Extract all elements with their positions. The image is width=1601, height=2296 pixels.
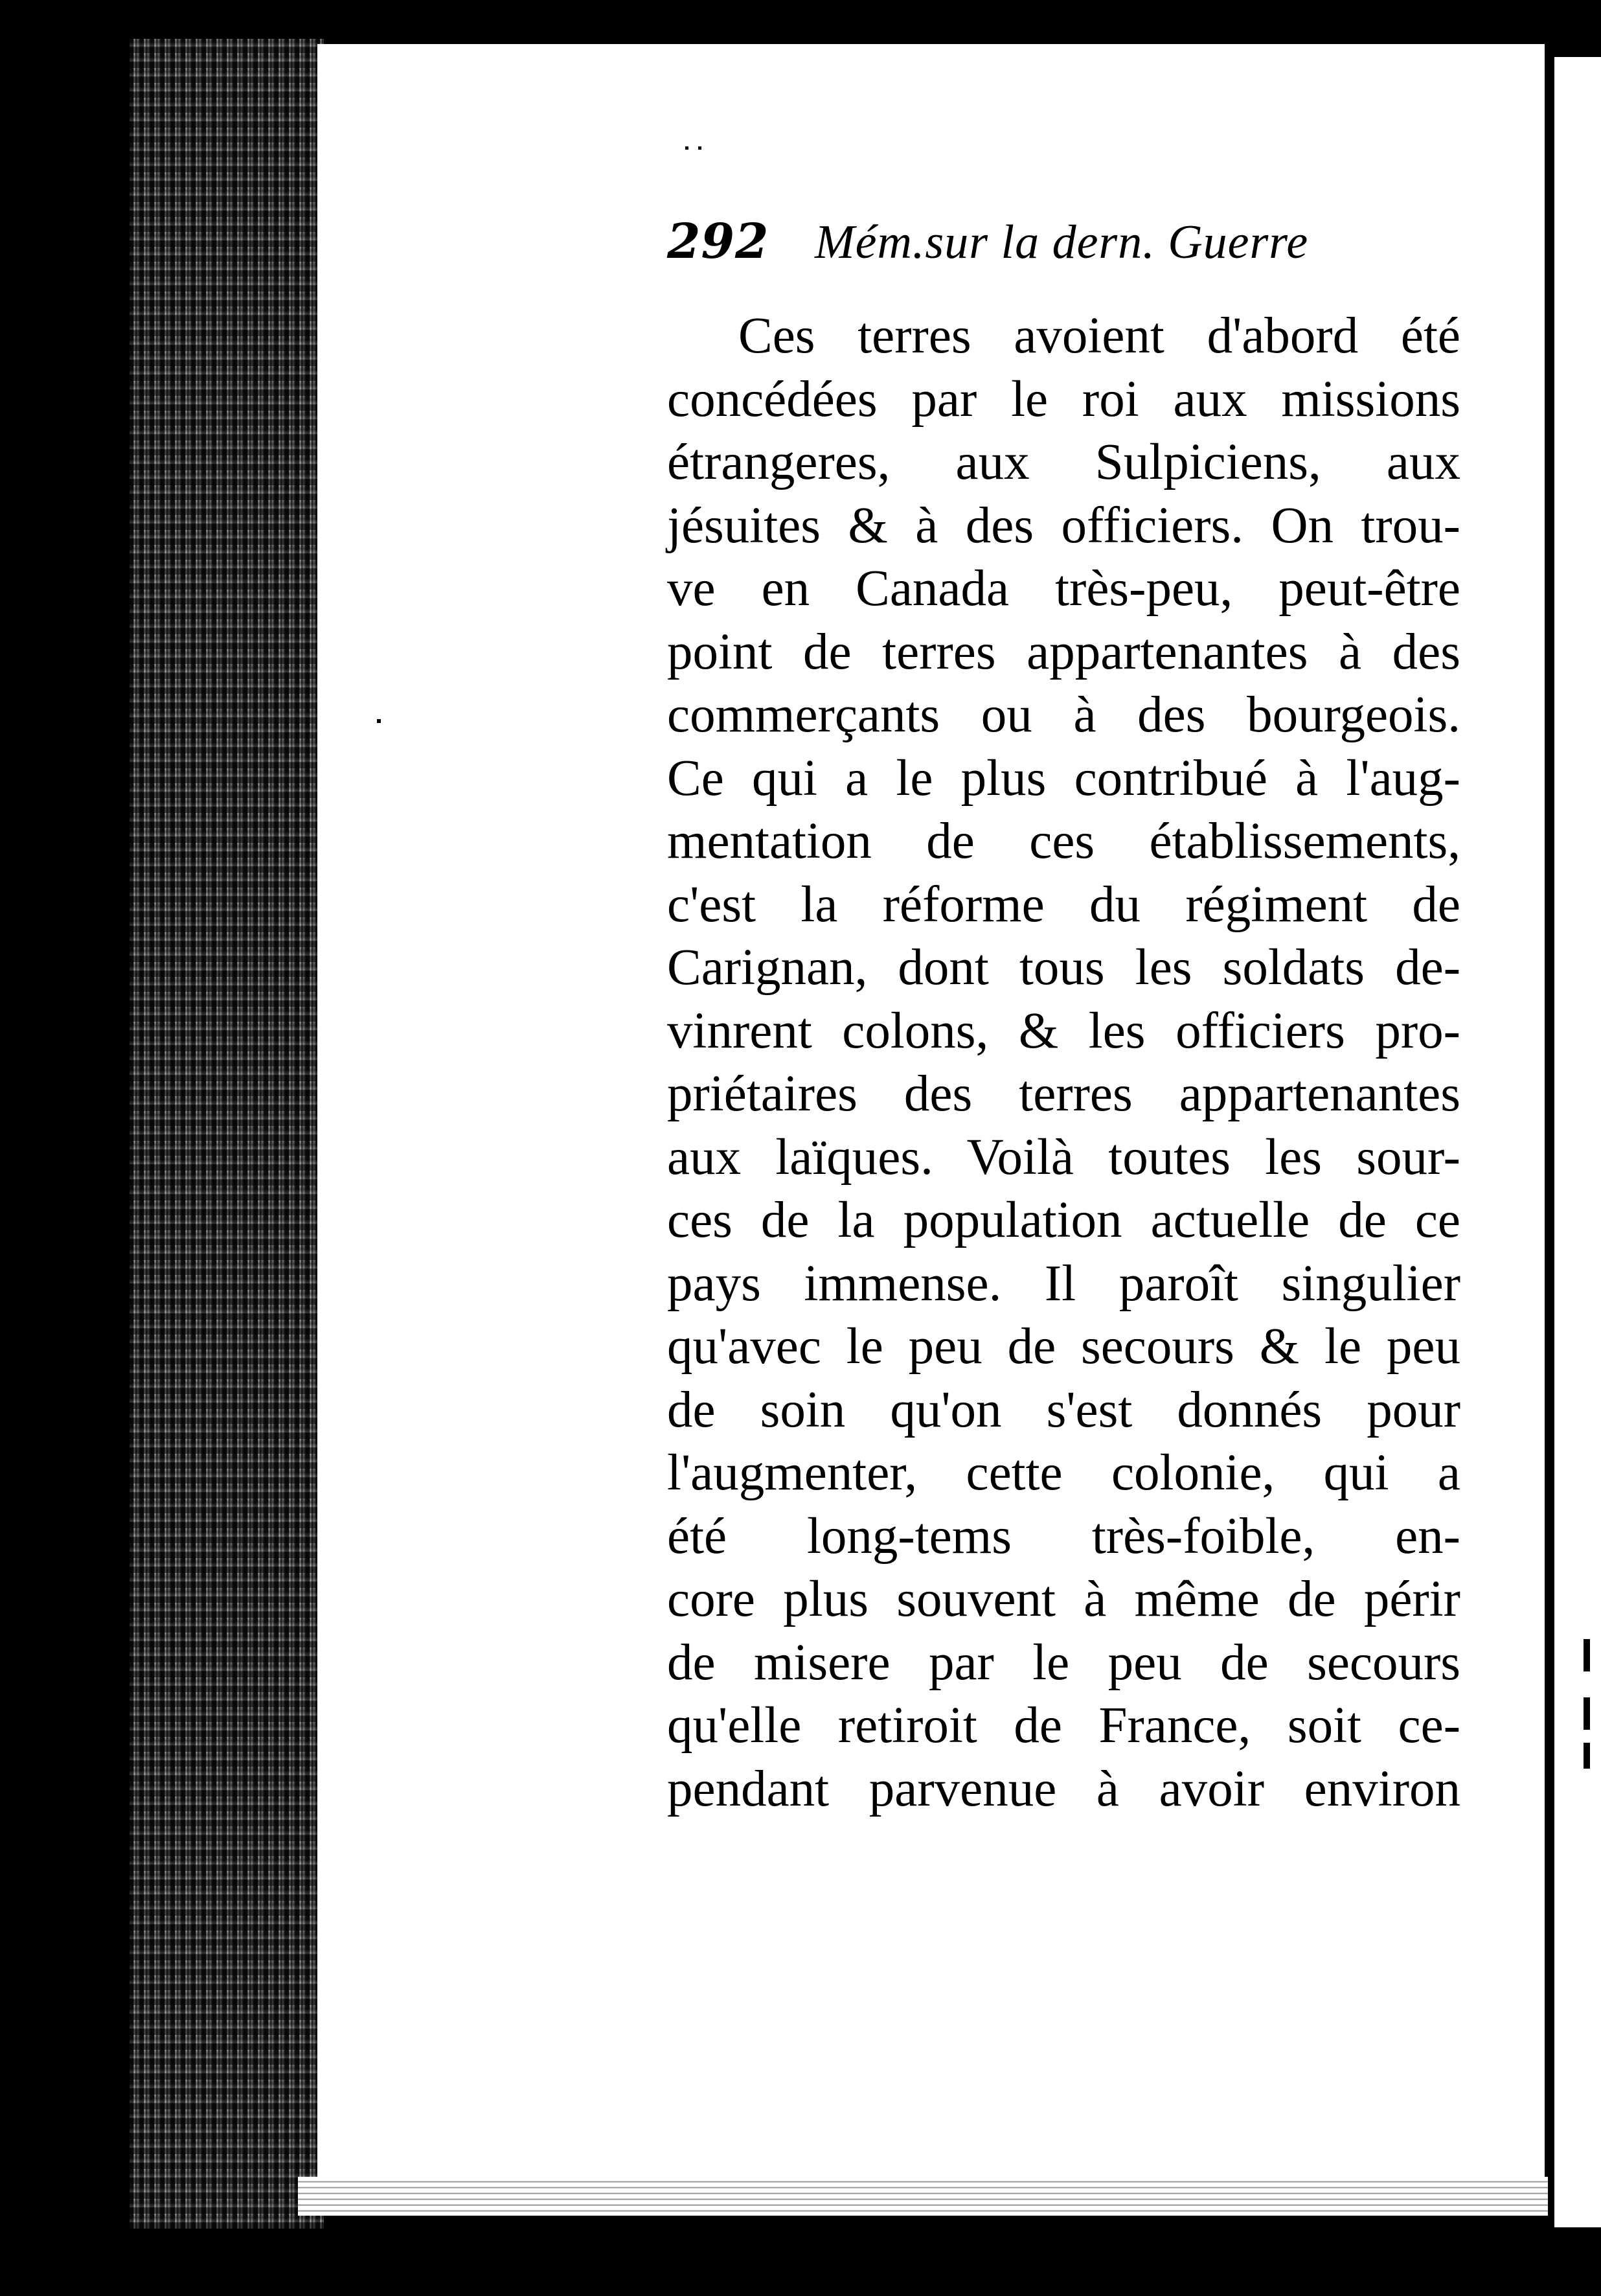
facing-page-mark bbox=[1584, 1697, 1590, 1730]
stray-ink-dot bbox=[685, 146, 688, 150]
text-line: été long-tems très-foible, en- bbox=[667, 1508, 1460, 1565]
facing-page bbox=[1554, 57, 1601, 2227]
text-line: qu'elle retiroit de France, soit ce- bbox=[667, 1697, 1460, 1754]
body-text bbox=[667, 304, 1460, 1820]
text-line: core plus souvent à même de périr bbox=[667, 1571, 1460, 1627]
facing-page-mark bbox=[1584, 1639, 1590, 1671]
text-line: pays immense. Il paroît singulier bbox=[667, 1255, 1460, 1312]
facing-page-mark bbox=[1584, 1743, 1590, 1769]
text-line: ve en Canada très-peu, peut-être bbox=[667, 560, 1460, 617]
page-number: 292 bbox=[667, 214, 769, 270]
text-line: ces de la population actuelle de ce bbox=[667, 1192, 1460, 1248]
text-line: de soin qu'on s'est donnés pour bbox=[667, 1381, 1460, 1438]
text-line: mentation de ces établissements, bbox=[667, 813, 1460, 869]
text-line: Carignan, dont tous les soldats de- bbox=[667, 939, 1460, 996]
text-line: c'est la réforme du régiment de bbox=[667, 876, 1460, 933]
text-line: Ce qui a le plus contribué à l'aug- bbox=[667, 750, 1460, 807]
text-line: jésuites & à des officiers. On trou- bbox=[667, 497, 1460, 554]
text-line: qu'avec le peu de secours & le peu bbox=[667, 1318, 1460, 1375]
text-line: commerçants ou à des bourgeois. bbox=[667, 687, 1460, 743]
stray-ink-dot bbox=[377, 719, 381, 723]
text-line: concédées par le roi aux missions bbox=[667, 371, 1460, 428]
text-line: l'augmenter, cette colonie, qui a bbox=[667, 1445, 1460, 1501]
text-line: de misere par le peu de secours bbox=[667, 1634, 1460, 1691]
text-line: pendant parvenue à avoir environ bbox=[667, 1760, 1460, 1817]
page-bottom-edges bbox=[298, 2177, 1548, 2216]
text-line: vinrent colons, & les officiers pro- bbox=[667, 1002, 1460, 1059]
book-page-edges bbox=[130, 39, 324, 2229]
text-line: étrangeres, aux Sulpiciens, aux bbox=[667, 434, 1460, 490]
running-head bbox=[667, 214, 1308, 270]
text-line: point de terres appartenantes à des bbox=[667, 623, 1460, 680]
text-line: priétaires des terres appartenantes bbox=[667, 1066, 1460, 1122]
stray-ink-dot bbox=[698, 146, 701, 150]
text-line: Ces terres avoient d'abord été bbox=[738, 308, 1460, 364]
text-line: aux laïques. Voilà toutes les sour- bbox=[667, 1129, 1460, 1186]
running-head-title: Mém.sur la dern. Guerre bbox=[815, 216, 1309, 269]
